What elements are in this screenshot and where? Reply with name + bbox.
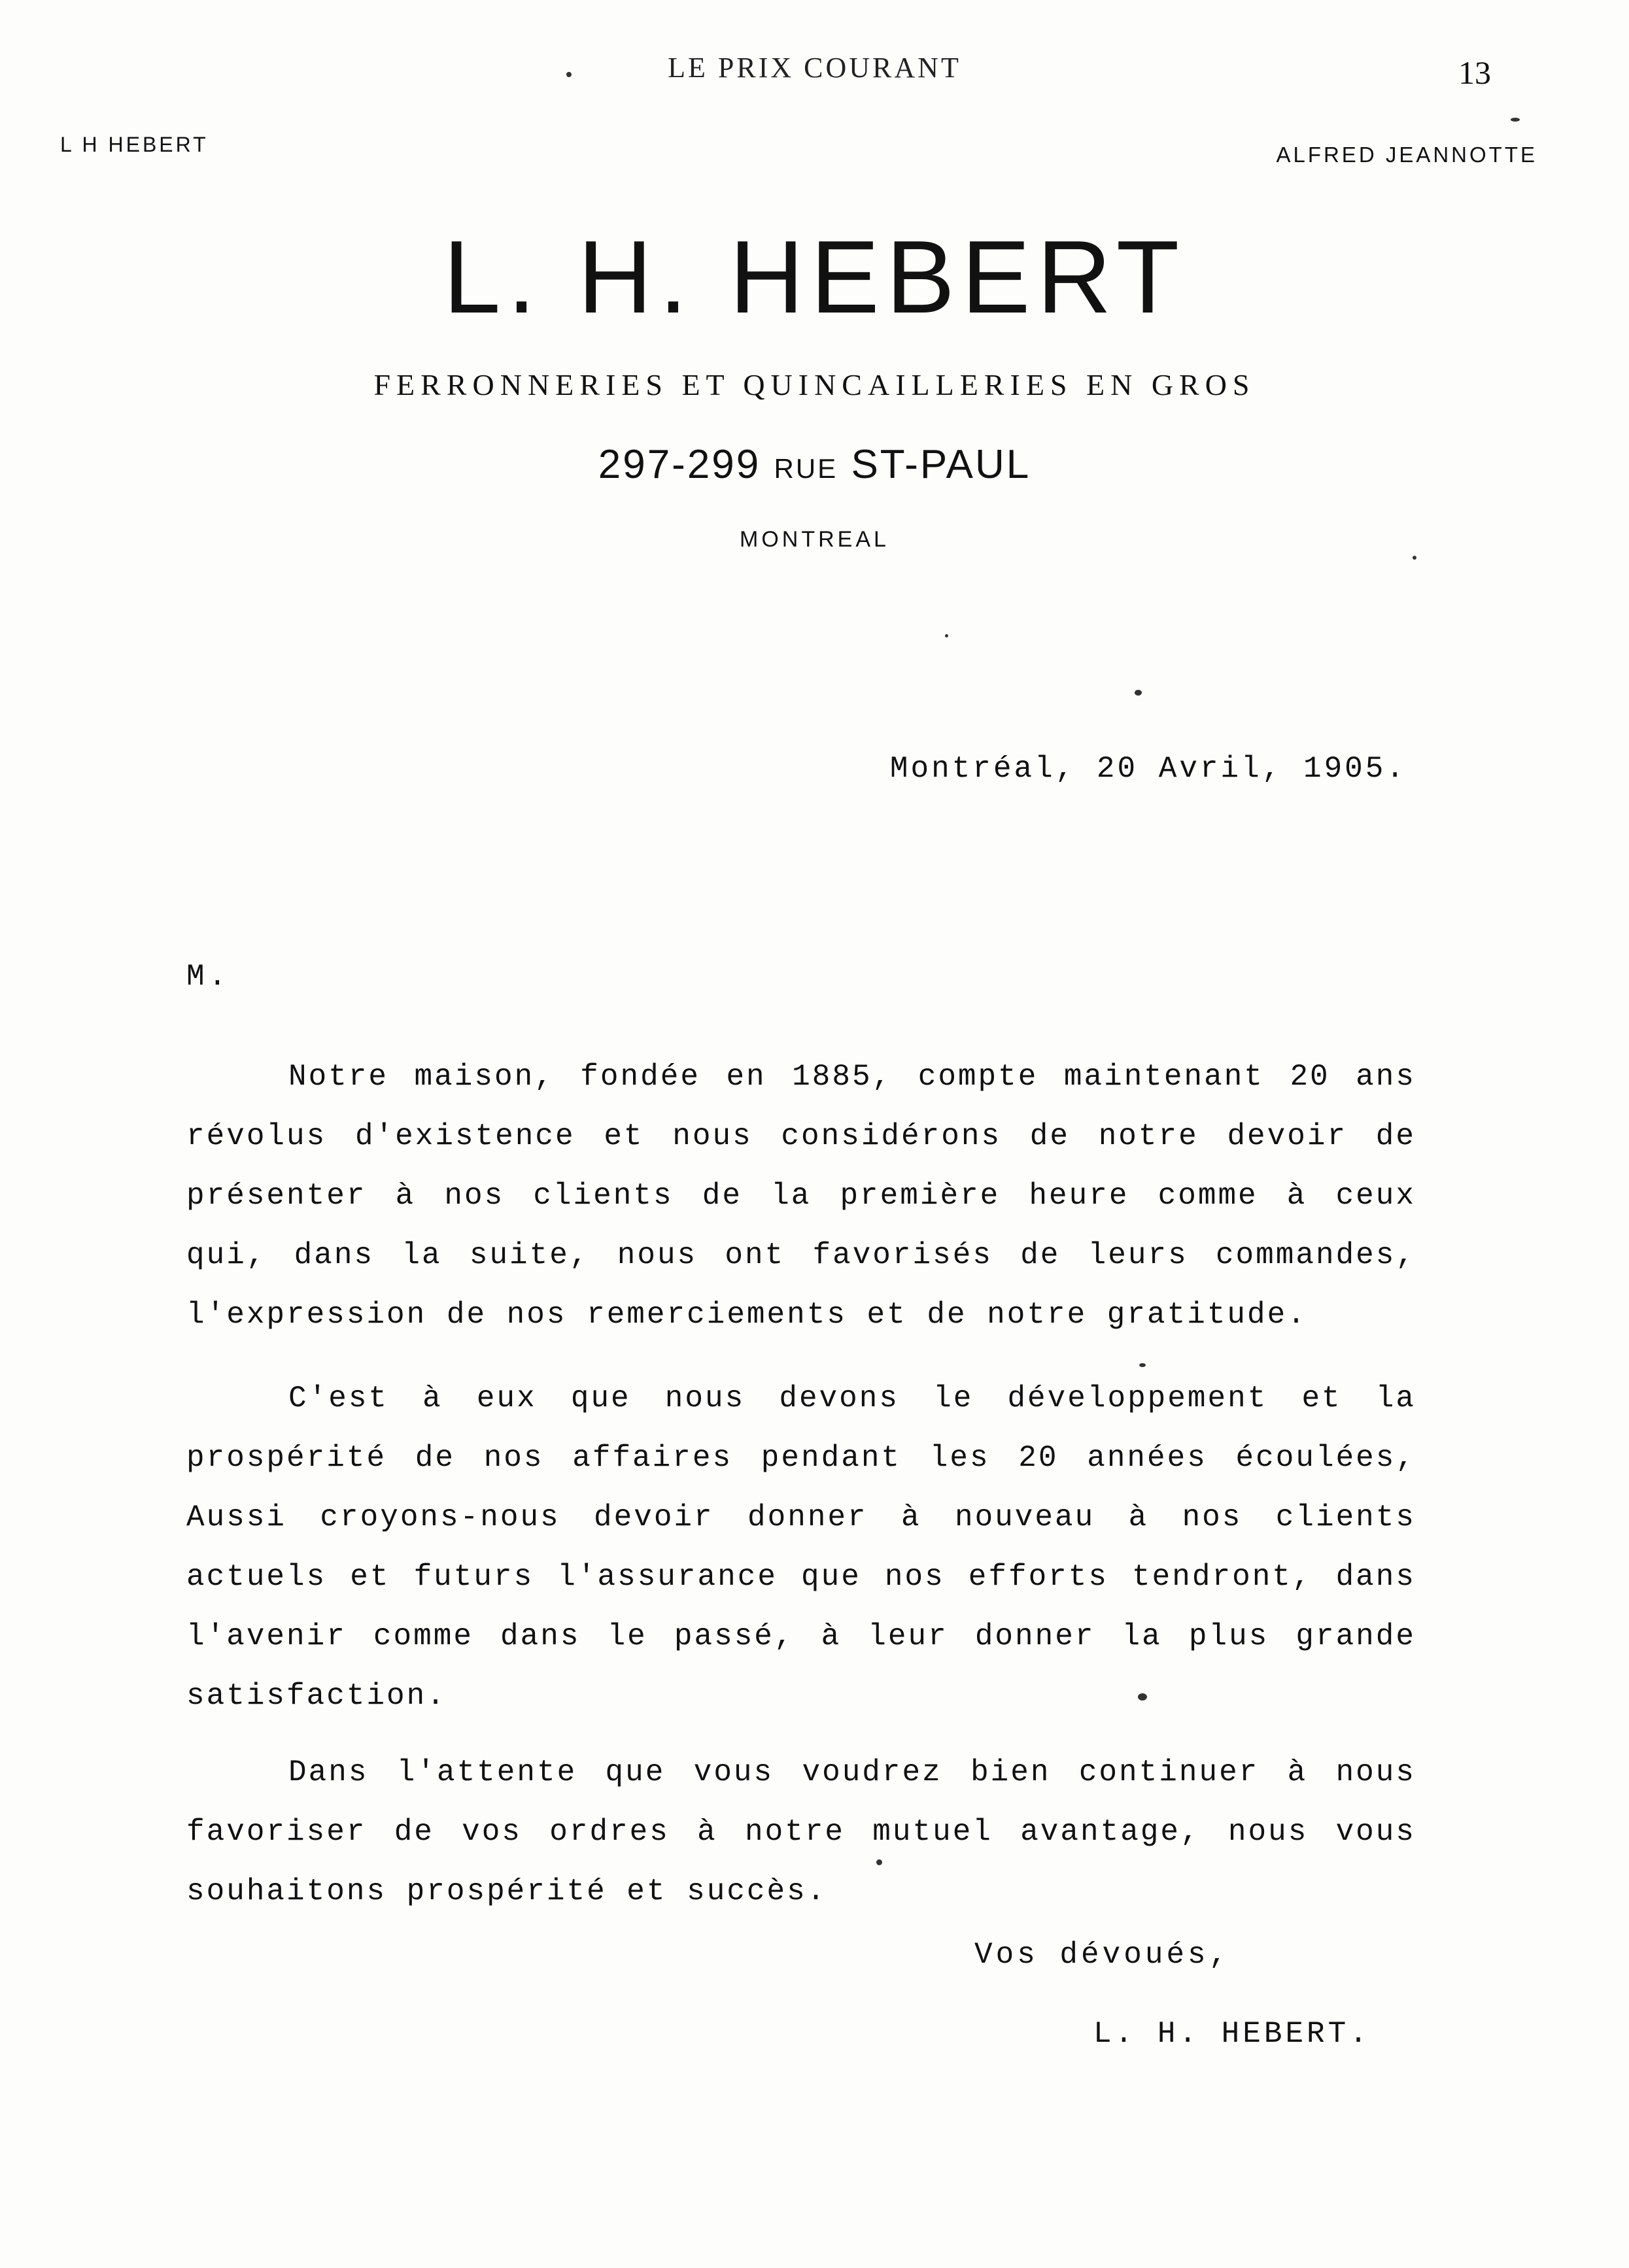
header-left-name: L H HEBERT [60, 133, 209, 156]
firm-address [0, 441, 1629, 488]
address-rue: RUE [774, 453, 838, 484]
scan-speck [1138, 1693, 1147, 1701]
firm-name: L. H. HEBERT [443, 220, 1186, 335]
closing: Vos dévoués, [974, 1938, 1231, 1972]
scan-speck [1135, 690, 1142, 696]
scan-speck [566, 72, 572, 77]
firm-city: MONTREAL [740, 527, 889, 552]
address-number: 297-299 [598, 442, 761, 487]
scan-speck [1139, 1363, 1146, 1367]
letter-paragraph-1: Notre maison, fondée en 1885, compte maintenant 20 ans révolus d'existence et nous considérons de notre devoir de présenter à nos clients de la première heure comme à ceux qui, dans la suite, nous ont favorisés de leurs commandes, l'expression de nos remerciements et de notre gratitude. [186, 1060, 1416, 1332]
letter-paragraph-3: Dans l'attente que vous voudrez bien continuer à nous favoriser de vos ordres à notre mutuel avantage, nous vous souhaitons prospérité et succès. [186, 1755, 1416, 1908]
scan-speck [1413, 556, 1416, 560]
letter-paragraph-2: C'est à eux que nous devons le développement et la prospérité de nos affaires pendant les 20 années écoulées, Aussi croyons-nous devoir donner à nouveau à nos clients actuels et futurs l'assurance que nos efforts tendront, dans l'avenir comme dans le passé, à leur donner la plus grande satisfaction. [186, 1381, 1416, 1713]
firm-trade-line: FERRONNERIES ET QUINCAILLERIES EN GROS [373, 368, 1256, 401]
page-number: 13 [1458, 54, 1491, 91]
journal-title: LE PRIX COURANT [668, 52, 961, 84]
letter-date: Montréal, 20 Avril, 1905. [889, 752, 1407, 786]
signature: L. H. HEBERT. [1093, 2017, 1371, 2051]
address-street: ST-PAUL [851, 442, 1031, 487]
scan-speck [876, 1859, 882, 1865]
salutation: M. [186, 960, 231, 994]
header-right-name: ALFRED JEANNOTTE [1276, 143, 1537, 167]
scan-speck [1511, 118, 1520, 122]
scan-speck [945, 634, 948, 637]
